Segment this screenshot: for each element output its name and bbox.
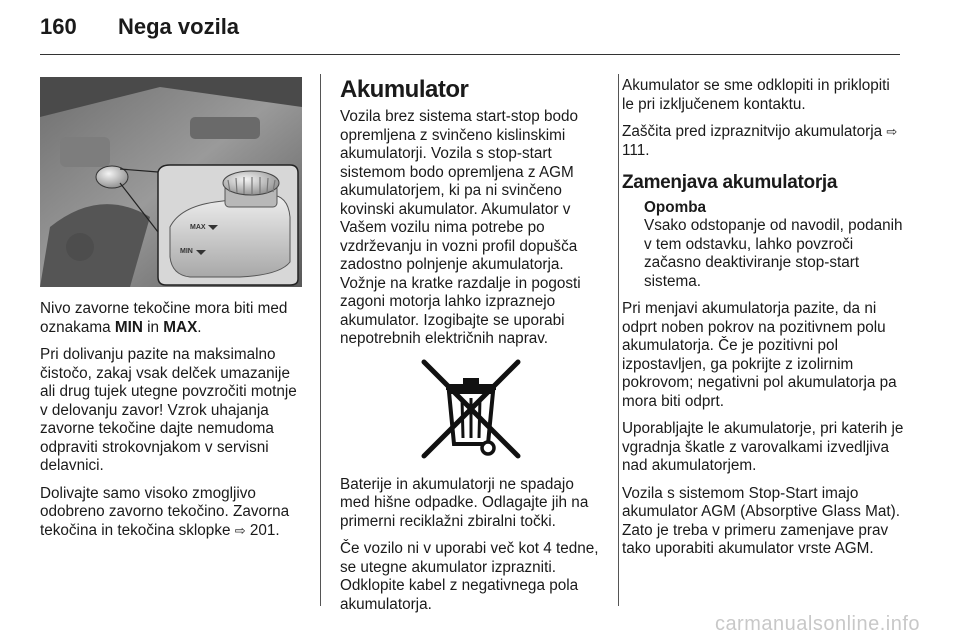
approved-fluid-paragraph: Dolivajte samo visoko zmogljivo odobreno zavorno tekočino. Zavorna tekočina in tekočina sklopke ⇨ 201.	[40, 484, 290, 539]
crossed-out-wheelie-bin-icon	[416, 358, 526, 464]
page-number: 160	[40, 14, 77, 39]
min-term: MIN	[114, 318, 143, 336]
battery-storage-paragraph: Če vozilo ni v uporabi več kot 4 tedne, se utegne akumulator izprazniti. Odklopite kabel z negativnega pola akumulatorja.	[340, 540, 599, 613]
watermark: carmanualsonline.info	[714, 613, 920, 635]
page-reference-link[interactable]: 201	[249, 521, 276, 539]
agm-battery-paragraph: Vozila s sistemom Stop-Start imajo akumulator AGM (Absorptive Glass Mat). Zato je treba v primeru zamenjave prav tako uporabiti akumulator vrste AGM.	[622, 484, 900, 557]
battery-disposal-paragraph: Baterije in akumulatorji ne spadajo med hišne odpadke. Odlagajte jih na primerni reciklažni zbiralni točki.	[340, 475, 589, 530]
column-2	[340, 108, 602, 623]
brake-fluid-reservoir-photo	[40, 77, 302, 287]
note-box	[622, 199, 904, 292]
battery-replacement-heading: Zamenjava akumulatorja	[622, 172, 838, 193]
page-reference-icon: ⇨	[234, 522, 246, 538]
note-text: Vsako odstopanje od navodil, podanih v tem odstavku, lahko povzroči začasno deaktiviranje stop-start sistema.	[644, 217, 903, 290]
brake-fluid-level-paragraph: Nivo zavorne tekočine mora biti med oznakama MIN in MAX.	[40, 300, 288, 336]
column-3	[622, 77, 904, 568]
max-term: MAX	[163, 318, 198, 336]
header-rule	[40, 54, 900, 55]
page-reference-link[interactable]: 111	[622, 141, 646, 159]
crossed-out-bin-figure	[340, 358, 602, 466]
max-mark-label: MAX	[190, 224, 206, 231]
min-mark-label: MIN	[180, 248, 193, 255]
column-1	[40, 300, 306, 549]
column-divider-right	[618, 74, 619, 606]
battery-disconnect-paragraph: Akumulator se sme odklopiti in priklopiti le pri izključenem kontaktu.	[622, 77, 890, 113]
column-divider-left	[320, 74, 321, 606]
page-title: Nega vozila	[118, 14, 240, 39]
battery-heading: Akumulator	[340, 76, 469, 103]
cleanliness-paragraph: Pri dolivanju pazite na maksimalno čistočo, zakaj vsak delček umazanije ali drug tujek utegne povzročiti motnje v delovanju zavor! Vzrok uhajanja zavorne tekočine dajte nemudoma odpraviti strokovnjakom v servisni delavnici.	[40, 346, 297, 474]
fuse-box-paragraph: Uporabljajte le akumulatorje, pri katerih je vgradnja škatle z varovalkami izvedljiva nad akumulatorjem.	[622, 420, 904, 474]
positive-pole-paragraph: Pri menjavi akumulatorja pazite, da ni odprt noben pokrov na pozitivnem polu akumulatorja. Če je pozitivni pol izpostavljen, ga pokrijte z izolirnim pokrovom; negativni pol akumulatorja pa mora biti odprt.	[622, 300, 897, 410]
battery-intro-paragraph: Vozila brez sistema start-stop bodo opremljena z svinčeno kislinskimi akumulatorji. Vozila s stop-start sistemom bodo opremljena z AGM akumulatorjem, ki pa ni svinčeno kovinski akumulator. Akumulator v Vašem vozilu nima potrebe po vzdrževanju in vozni profil dopušča zadostno polnjenje akumulatorja. Vožnje na kratke razdalje in pogosti zagoni motorja lahko izpraznejo akumulator. Izogibajte se uporabi nepotrebnih električnih naprav.	[340, 108, 581, 347]
note-title: Opomba	[644, 198, 707, 216]
discharge-protection-paragraph: Zaščita pred izpraznitvijo akumulatorja ⇨ 111.	[622, 123, 898, 159]
page-reference-icon: ⇨	[886, 124, 898, 139]
